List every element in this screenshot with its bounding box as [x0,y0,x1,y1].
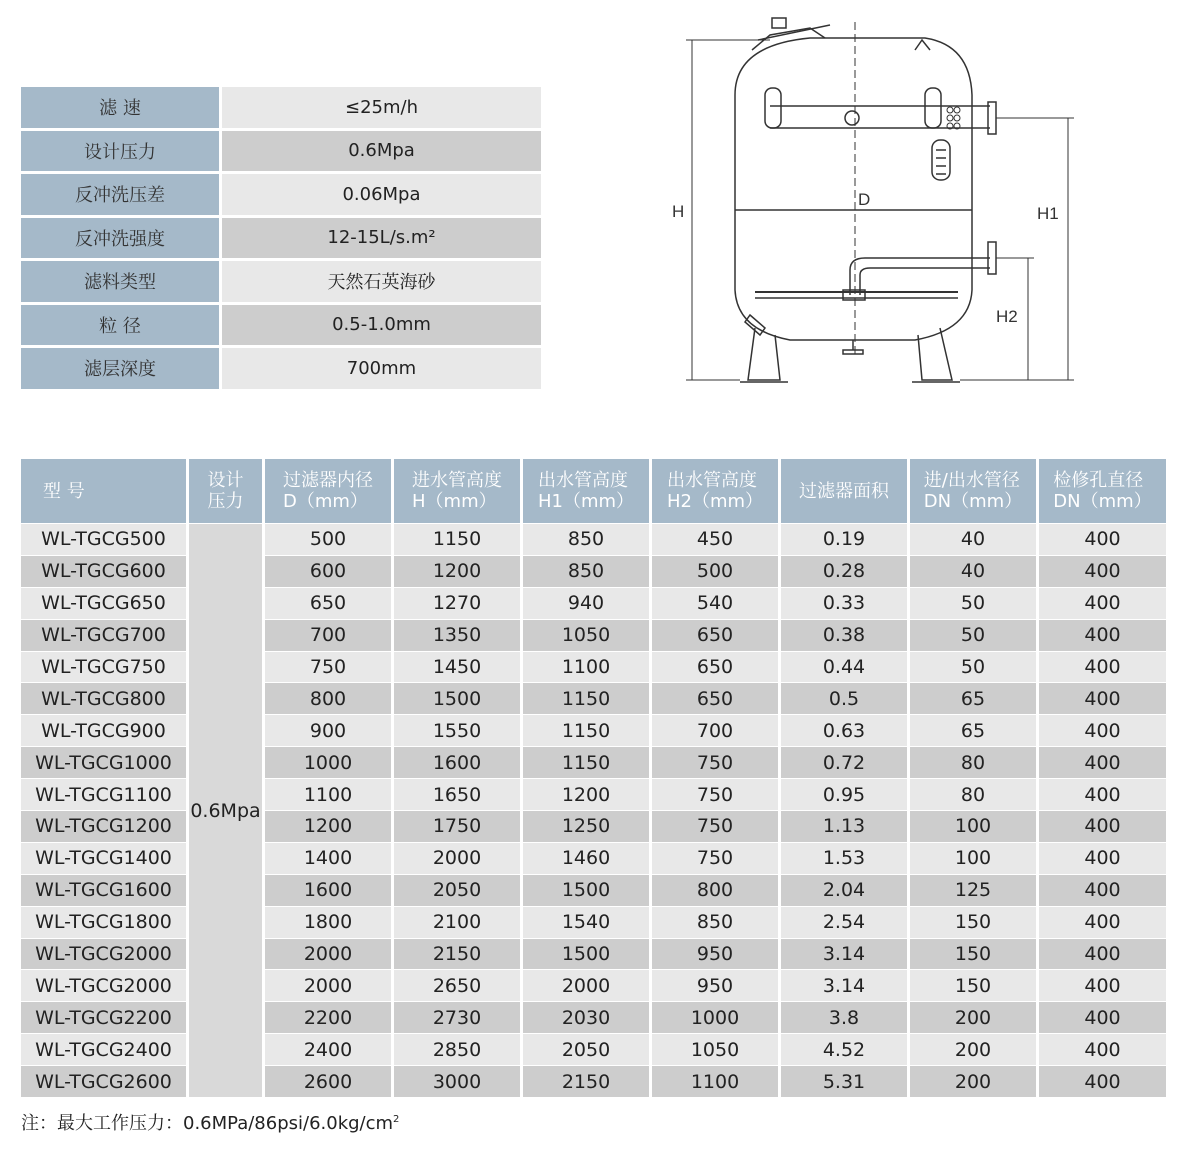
cell-model: WL-TGCG1400 [21,842,189,874]
cell-diameter: 800 [265,682,394,714]
spec-label: 滤 速 [21,87,219,131]
cell-outlet-height-h1: 1200 [523,778,652,810]
cell-model: WL-TGCG500 [21,523,189,555]
cell-manhole-dn: 400 [1039,938,1166,970]
cell-outlet-height-h1: 2030 [523,1001,652,1033]
spec-value: 700mm [222,348,541,392]
cell-pipe-dn: 150 [910,938,1039,970]
cell-outlet-height-h2: 750 [652,778,781,810]
cell-model: WL-TGCG2000 [21,969,189,1001]
cell-model: WL-TGCG700 [21,619,189,651]
cell-pipe-dn: 40 [910,555,1039,587]
cell-model: WL-TGCG600 [21,555,189,587]
cell-outlet-height-h2: 750 [652,842,781,874]
cell-outlet-height-h1: 1100 [523,651,652,683]
cell-inlet-height: 2050 [394,874,523,906]
spec-label: 粒 径 [21,305,219,349]
model-table-header [21,459,1166,523]
cell-diameter: 900 [265,714,394,746]
table-column [781,523,910,1097]
spec-label: 滤层深度 [21,348,219,392]
header-outlet-height-h2: 出水管高度 H2（mm） [652,459,781,523]
table-column [189,523,265,1097]
header-outlet-height-h1: 出水管高度 H1（mm） [523,459,652,523]
cell-inlet-height: 2100 [394,906,523,938]
cell-outlet-height-h2: 540 [652,587,781,619]
cell-outlet-height-h1: 2000 [523,969,652,1001]
cell-pipe-dn: 100 [910,810,1039,842]
cell-model: WL-TGCG1800 [21,906,189,938]
spec-row [21,87,541,131]
cell-inlet-height: 3000 [394,1065,523,1097]
filter-tank-svg [660,10,1100,400]
table-column [1039,523,1166,1097]
cell-model: WL-TGCG2600 [21,1065,189,1097]
spec-label: 反冲洗强度 [21,218,219,262]
header-model: 型 号 [21,459,189,523]
table-column [523,523,652,1097]
cell-inlet-height: 2150 [394,938,523,970]
spec-table [21,87,541,392]
cell-diameter: 2000 [265,969,394,1001]
cell-inlet-height: 1350 [394,619,523,651]
footnote-text: 注：最大工作压力：0.6MPa/86psi/6.0kg/cm [21,1113,394,1134]
cell-outlet-height-h1: 1250 [523,810,652,842]
cell-outlet-height-h2: 650 [652,682,781,714]
cell-outlet-height-h1: 2050 [523,1033,652,1065]
cell-area: 5.31 [781,1065,910,1097]
cell-manhole-dn: 400 [1039,810,1166,842]
cell-diameter: 2000 [265,938,394,970]
cell-outlet-height-h1: 1460 [523,842,652,874]
cell-area: 3.8 [781,1001,910,1033]
cell-diameter: 2400 [265,1033,394,1065]
header-pipe-dn: 进/出水管径 DN（mm） [910,459,1039,523]
cell-pipe-dn: 80 [910,746,1039,778]
cell-outlet-height-h2: 850 [652,906,781,938]
cell-inlet-height: 1200 [394,555,523,587]
dim-label-h: H [672,202,685,221]
cell-pipe-dn: 150 [910,906,1039,938]
cell-outlet-height-h2: 700 [652,714,781,746]
cell-outlet-height-h2: 750 [652,746,781,778]
cell-area: 0.63 [781,714,910,746]
cell-area: 4.52 [781,1033,910,1065]
cell-model: WL-TGCG1200 [21,810,189,842]
cell-outlet-height-h2: 650 [652,651,781,683]
filter-tank-drawing [660,10,1100,400]
cell-model: WL-TGCG2400 [21,1033,189,1065]
cell-outlet-height-h2: 650 [652,619,781,651]
cell-manhole-dn: 400 [1039,1033,1166,1065]
cell-outlet-height-h1: 1540 [523,906,652,938]
cell-diameter: 600 [265,555,394,587]
cell-inlet-height: 1500 [394,682,523,714]
cell-manhole-dn: 400 [1039,778,1166,810]
cell-manhole-dn: 400 [1039,714,1166,746]
cell-model: WL-TGCG900 [21,714,189,746]
cell-outlet-height-h1: 850 [523,523,652,555]
cell-pipe-dn: 200 [910,1033,1039,1065]
cell-area: 0.95 [781,778,910,810]
footnote [21,1109,399,1135]
cell-pipe-dn: 200 [910,1001,1039,1033]
cell-outlet-height-h2: 950 [652,969,781,1001]
spec-value: 0.6Mpa [222,131,541,175]
cell-manhole-dn: 400 [1039,682,1166,714]
spec-row [21,131,541,175]
spec-row [21,218,541,262]
cell-area: 0.28 [781,555,910,587]
cell-outlet-height-h1: 850 [523,555,652,587]
cell-inlet-height: 1750 [394,810,523,842]
cell-area: 2.04 [781,874,910,906]
spec-value: 0.06Mpa [222,174,541,218]
cell-model: WL-TGCG1600 [21,874,189,906]
cell-pipe-dn: 65 [910,714,1039,746]
cell-inlet-height: 2730 [394,1001,523,1033]
dim-label-h1: H1 [1037,204,1059,223]
cell-diameter: 650 [265,587,394,619]
cell-inlet-height: 1600 [394,746,523,778]
cell-inlet-height: 1270 [394,587,523,619]
cell-manhole-dn: 400 [1039,555,1166,587]
table-column [910,523,1039,1097]
cell-area: 3.14 [781,938,910,970]
cell-pipe-dn: 40 [910,523,1039,555]
cell-diameter: 2600 [265,1065,394,1097]
cell-diameter: 1000 [265,746,394,778]
cell-inlet-height: 2850 [394,1033,523,1065]
cell-model: WL-TGCG1100 [21,778,189,810]
cell-manhole-dn: 400 [1039,1001,1166,1033]
cell-outlet-height-h1: 1150 [523,746,652,778]
cell-model: WL-TGCG2000 [21,938,189,970]
cell-manhole-dn: 400 [1039,874,1166,906]
cell-outlet-height-h2: 950 [652,938,781,970]
header-inlet-height: 进水管高度 H（mm） [394,459,523,523]
spec-value: 天然石英海砂 [222,261,541,305]
cell-pipe-dn: 80 [910,778,1039,810]
cell-outlet-height-h1: 1150 [523,714,652,746]
cell-diameter: 1400 [265,842,394,874]
cell-manhole-dn: 400 [1039,906,1166,938]
cell-outlet-height-h2: 500 [652,555,781,587]
cell-area: 3.14 [781,969,910,1001]
cell-outlet-height-h1: 940 [523,587,652,619]
spec-row [21,261,541,305]
cell-pipe-dn: 50 [910,651,1039,683]
cell-inlet-height: 1550 [394,714,523,746]
header-manhole-dn: 检修孔直径 DN（mm） [1039,459,1166,523]
spec-label: 设计压力 [21,131,219,175]
cell-area: 1.13 [781,810,910,842]
cell-outlet-height-h2: 800 [652,874,781,906]
cell-inlet-height: 1650 [394,778,523,810]
table-column [21,523,189,1097]
cell-outlet-height-h1: 1150 [523,682,652,714]
cell-area: 0.44 [781,651,910,683]
cell-model: WL-TGCG1000 [21,746,189,778]
cell-area: 0.38 [781,619,910,651]
cell-manhole-dn: 400 [1039,587,1166,619]
cell-inlet-height: 2650 [394,969,523,1001]
vessel-body [735,38,972,340]
cell-model: WL-TGCG650 [21,587,189,619]
cell-area: 0.33 [781,587,910,619]
cell-diameter: 750 [265,651,394,683]
cell-pipe-dn: 50 [910,619,1039,651]
spec-row [21,174,541,218]
spec-label: 滤料类型 [21,261,219,305]
cell-manhole-dn: 400 [1039,746,1166,778]
cell-pipe-dn: 150 [910,969,1039,1001]
cell-area: 0.5 [781,682,910,714]
cell-outlet-height-h1: 1500 [523,938,652,970]
dim-label-d: D [858,190,871,209]
spec-value: 0.5-1.0mm [222,305,541,349]
model-table [21,459,1166,1097]
cell-pipe-dn: 50 [910,587,1039,619]
cell-area: 2.54 [781,906,910,938]
cell-model: WL-TGCG750 [21,651,189,683]
cell-outlet-height-h1: 1050 [523,619,652,651]
table-column [652,523,781,1097]
spec-row [21,348,541,392]
header-area: 过滤器面积 [781,459,910,523]
cell-area: 1.53 [781,842,910,874]
cell-pipe-dn: 65 [910,682,1039,714]
spec-value: ≤25m/h [222,87,541,131]
cell-diameter: 1800 [265,906,394,938]
cell-pipe-dn: 125 [910,874,1039,906]
cell-inlet-height: 1450 [394,651,523,683]
footnote-sup: 2 [393,1114,400,1125]
model-table-body [21,523,1166,1097]
cell-outlet-height-h1: 2150 [523,1065,652,1097]
cell-pressure-merged: 0.6Mpa [189,523,265,1097]
cell-diameter: 2200 [265,1001,394,1033]
cell-outlet-height-h2: 1050 [652,1033,781,1065]
cell-pipe-dn: 200 [910,1065,1039,1097]
cell-outlet-height-h2: 450 [652,523,781,555]
cell-manhole-dn: 400 [1039,523,1166,555]
cell-manhole-dn: 400 [1039,651,1166,683]
spec-row [21,305,541,349]
spec-label: 反冲洗压差 [21,174,219,218]
cell-model: WL-TGCG800 [21,682,189,714]
header-diameter: 过滤器内径 D（mm） [265,459,394,523]
cell-manhole-dn: 400 [1039,619,1166,651]
cell-manhole-dn: 400 [1039,842,1166,874]
header-pressure: 设计 压力 [189,459,265,523]
cell-diameter: 1100 [265,778,394,810]
cell-manhole-dn: 400 [1039,969,1166,1001]
cell-diameter: 700 [265,619,394,651]
cell-outlet-height-h2: 1100 [652,1065,781,1097]
cell-outlet-height-h1: 1500 [523,874,652,906]
cell-model: WL-TGCG2200 [21,1001,189,1033]
cell-area: 0.19 [781,523,910,555]
table-column [394,523,523,1097]
cell-area: 0.72 [781,746,910,778]
spec-value: 12-15L/s.m² [222,218,541,262]
cell-inlet-height: 2000 [394,842,523,874]
cell-outlet-height-h2: 750 [652,810,781,842]
cell-pipe-dn: 100 [910,842,1039,874]
cell-diameter: 1600 [265,874,394,906]
dim-label-h2: H2 [996,307,1018,326]
cell-diameter: 500 [265,523,394,555]
table-column [265,523,394,1097]
cell-inlet-height: 1150 [394,523,523,555]
cell-outlet-height-h2: 1000 [652,1001,781,1033]
cell-manhole-dn: 400 [1039,1065,1166,1097]
cell-diameter: 1200 [265,810,394,842]
